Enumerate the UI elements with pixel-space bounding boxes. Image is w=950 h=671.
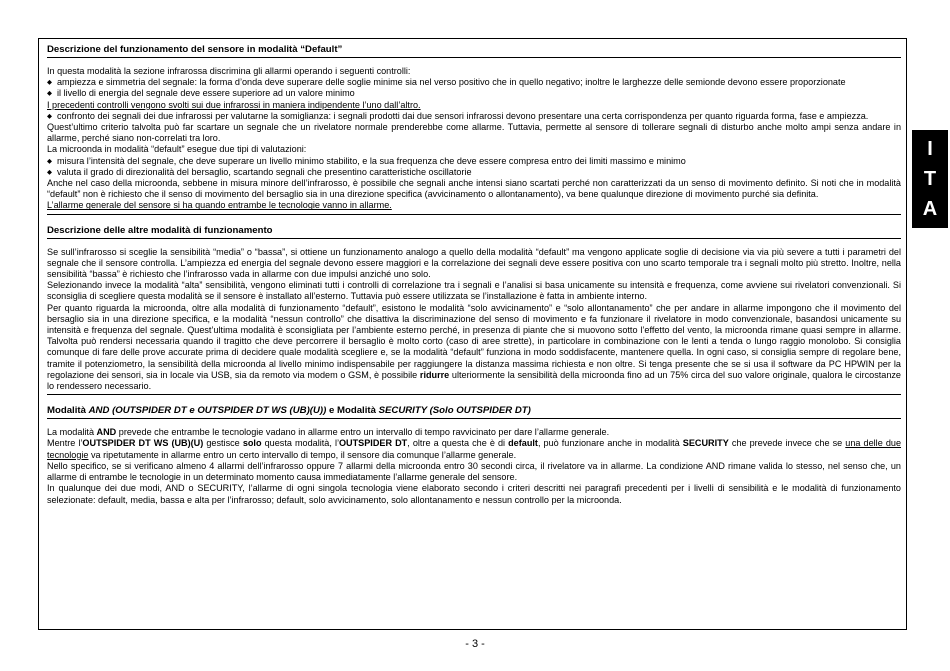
section-default-mode bbox=[47, 44, 901, 215]
bold-text: SECURITY bbox=[682, 438, 729, 449]
underlined-note bbox=[47, 200, 901, 214]
bullet-item: ◆ confronto dei segnali dei due infrarossi per valutarne la somiglianza: i segnali prodotti dai due sensori infrarossi devono presentare una certa corrispondenza per quanto riguarda forma, fase e ampiezza. bbox=[47, 111, 901, 122]
heading-text: Modalità bbox=[47, 405, 86, 417]
lang-letter-3: A bbox=[922, 198, 938, 220]
paragraph: Nello specifico, se si verificano almeno 4 allarmi dell’infrarosso oppure 7 allarmi della microonda entro 30 secondi circa, il rivelatore va in allarme. La condizione AND rimane valida lo stesso, nel senso che, un allarme di entrambe le tecnologie in un determinato momento causa immediatamente l’allarme generale del sensore. bbox=[47, 460, 901, 483]
heading-text: e Modalità bbox=[329, 405, 376, 417]
bullet-item: ◆ valuta il grado di direzionalità del bersaglio, scartando segnali che presentino caratteristiche oscillatorie bbox=[47, 167, 901, 178]
bullet-item: ◆ misura l’intensità del segnale, che deve superare un livello minimo stabilito, e la sua frequenza che deve essere compresa entro dei limiti massimo e minimo bbox=[47, 156, 901, 167]
underlined-text: una delle due tecnologie bbox=[47, 438, 902, 460]
bold-text: ridurre bbox=[419, 369, 450, 380]
section-heading bbox=[47, 405, 901, 419]
bold-text: OUTSPIDER DT bbox=[338, 438, 408, 449]
lang-letter-1: I bbox=[927, 138, 933, 160]
paragraph bbox=[47, 303, 901, 396]
section-heading: Descrizione delle altre modalità di funzionamento bbox=[47, 225, 901, 239]
section-other-modes bbox=[47, 225, 901, 396]
text-run: Mentre l’ bbox=[47, 438, 83, 449]
paragraph: Anche nel caso della microonda, sebbene in misura minore dell’infrarosso, è possibile che segnali anche intensi siano scartati perché non caratterizzati da un senso di movimento definito. Si noti che in modalità “default” non è richiesto che il senso di movimento del bersaglio sia in una direzione specifica (avvicinamento o allontanamento), va bene qualunque direzione di movimento purché sia definita. bbox=[47, 178, 901, 200]
text-run: Per quanto riguarda la microonda, oltre alla modalità di funzionamento “default”, esistono le modalità “solo avvicinamento” e “solo allontanamento” che per andare in allarme impongono che il movimento del bersaglio sia in una direzione specifica, e la modalità “nessun controllo” che disattiva la discriminazione del senso di movimento e fa funzionare il rivelatore in modo convenzionale, basandosi unicamente su intensità e frequenza del segnale. Quest’ultima modalità è sconsigliata per l’ambiente esterno perché, in presenza di piante che si muovono sotto l’effetto del vento, la microonda rimane quasi sempre in allarme. Talvolta può rendersi necessaria quando il tragitto che deve percorrere il bersaglio è molto corto (caso di aree strette), in particolare in combinazione con le lenti a tenda o lungo raggio monolobo. Si consiglia comunque di fare delle prove accurate prima di decidere quale modalità scegliere e, se la modalità “default” funziona in modo soddisfacente, mantenere quella. In ogni caso, si consiglia sempre di regolare bene, tramite il potenziometro, la sensibilità della microonda al livello minimo indispensabile per raggiungere la distanza massima richiesta e non oltre. Si tenga presente che se si usa il software da PC HPWIN per la regolazione dei sensori, sia in locale via USB, sia da remoto via modem o GSM, è possibile bbox=[47, 302, 901, 380]
paragraph bbox=[47, 438, 901, 460]
text-run: , oltre a questa che è di bbox=[407, 438, 506, 449]
text-run: prevede che entrambe le tecnologie vadano in allarme entro un intervallo di tempo ravvicinato per dare l’allarme generale. bbox=[118, 427, 610, 438]
bold-text: AND bbox=[96, 427, 117, 438]
paragraph: Quest’ultimo criterio talvolta può far scartare un segnale che un rivelatore normale prenderebbe come allarme. Tuttavia, permette al sensore di tollerare segnali di disturbo anche molto ampi senza andare in allarme, perché siano non-correlati tra loro. bbox=[47, 122, 901, 144]
bold-text: solo bbox=[242, 438, 262, 449]
bullet-item: ◆ il livello di energia del segnale deve essere superiore ad un valore minimo bbox=[47, 88, 901, 99]
section-and-security bbox=[47, 405, 901, 505]
text-run: La modalità bbox=[47, 427, 95, 438]
heading-text-italic: (OUTSPIDER DT e OUTSPIDER DT WS (UB)(U)) bbox=[112, 405, 327, 417]
language-tab bbox=[912, 130, 948, 228]
text-run: questa modalità, l’ bbox=[264, 438, 339, 449]
page-number: - 3 - bbox=[465, 638, 485, 650]
paragraph: Se sull’infrarosso si sceglie la sensibilità “media” o “bassa”, si ottiene un funzionamento analogo a quello della modalità “default” ma vengono applicate soglie di decisione via via più severe a tutti i parametri del segnale che il sensore controlla. L’ampiezza ed energia del segnale devono essere maggiori e la correlazione dei segnali deve essere positiva con uno scarto temporale tra i segnali molto più stretto. Inoltre, nella sensibilità “bassa” è richiesto che l’infrarosso vada in allarme con due impulsi anziché uno solo. bbox=[47, 246, 901, 280]
paragraph: In qualunque dei due modi, AND o SECURITY, l’allarme di ogni singola tecnologia viene elaborato secondo i criteri descritti nei paragrafi precedenti per i livelli di sensibilità e le modalità di funzionamento selezionate: default, media, bassa e alta per l’infrarosso; default, solo avvicinamento, solo allontanamento e nessun controllo per la microonda. bbox=[47, 483, 901, 505]
paragraph bbox=[47, 427, 901, 438]
bold-text: default bbox=[508, 438, 538, 449]
lang-letter-2: T bbox=[923, 168, 937, 190]
page-content bbox=[47, 44, 901, 516]
text-run: , può funzionare anche in modalità bbox=[537, 438, 680, 449]
heading-text-italic: SECURITY (Solo OUTSPIDER DT) bbox=[378, 405, 531, 417]
underlined-text: I precedenti controlli vengono svolti sui due infrarossi in maniera indipendente l’uno dall’altro. bbox=[47, 99, 421, 110]
bold-text: OUTSPIDER DT WS (UB)(U) bbox=[82, 438, 204, 449]
text-run: gestisce bbox=[206, 438, 240, 449]
text-run: che prevede invece che se bbox=[731, 438, 843, 449]
text-run: va ripetutamente in allarme entro un certo intervallo di tempo, il sensore dia comunque l’allarme generale. bbox=[91, 449, 517, 460]
paragraph: La microonda in modalità “default” esegue due tipi di valutazioni: bbox=[47, 144, 307, 155]
section-heading: Descrizione del funzionamento del sensore in modalità “Default” bbox=[47, 44, 901, 58]
underlined-note bbox=[47, 100, 901, 111]
heading-text-italic: AND bbox=[88, 405, 110, 417]
paragraph: Selezionando invece la modalità “alta” sensibilità, vengono eliminati tutti i controlli di correlazione tra i segnali e l’analisi si basa unicamente su intensità e frequenza, come avviene sui rivelatori convenzionali. Si sconsiglia di scegliere questa modalità se il sensore è installato all’esterno. Tuttavia può essere utilizzata se l’installazione è fatta in ambiente interno. bbox=[47, 280, 901, 302]
bullet-item: ◆ ampiezza e simmetria del segnale: la forma d’onda deve superare delle soglie minime sia nel verso positivo che in quello negativo; inoltre le larghezze delle semionde devono essere proporzionate bbox=[47, 77, 901, 88]
text-run: ulteriormente la sensibilità della microonda fino ad un 75% circa del suo valore originale, qualora le circostanze lo rendessero necessario. bbox=[47, 369, 901, 392]
paragraph: In questa modalità la sezione infrarossa discrimina gli allarmi operando i seguenti controlli: bbox=[47, 66, 411, 76]
underlined-text: L’allarme generale del sensore si ha quando entrambe le tecnologie vanno in allarme. bbox=[47, 200, 392, 211]
